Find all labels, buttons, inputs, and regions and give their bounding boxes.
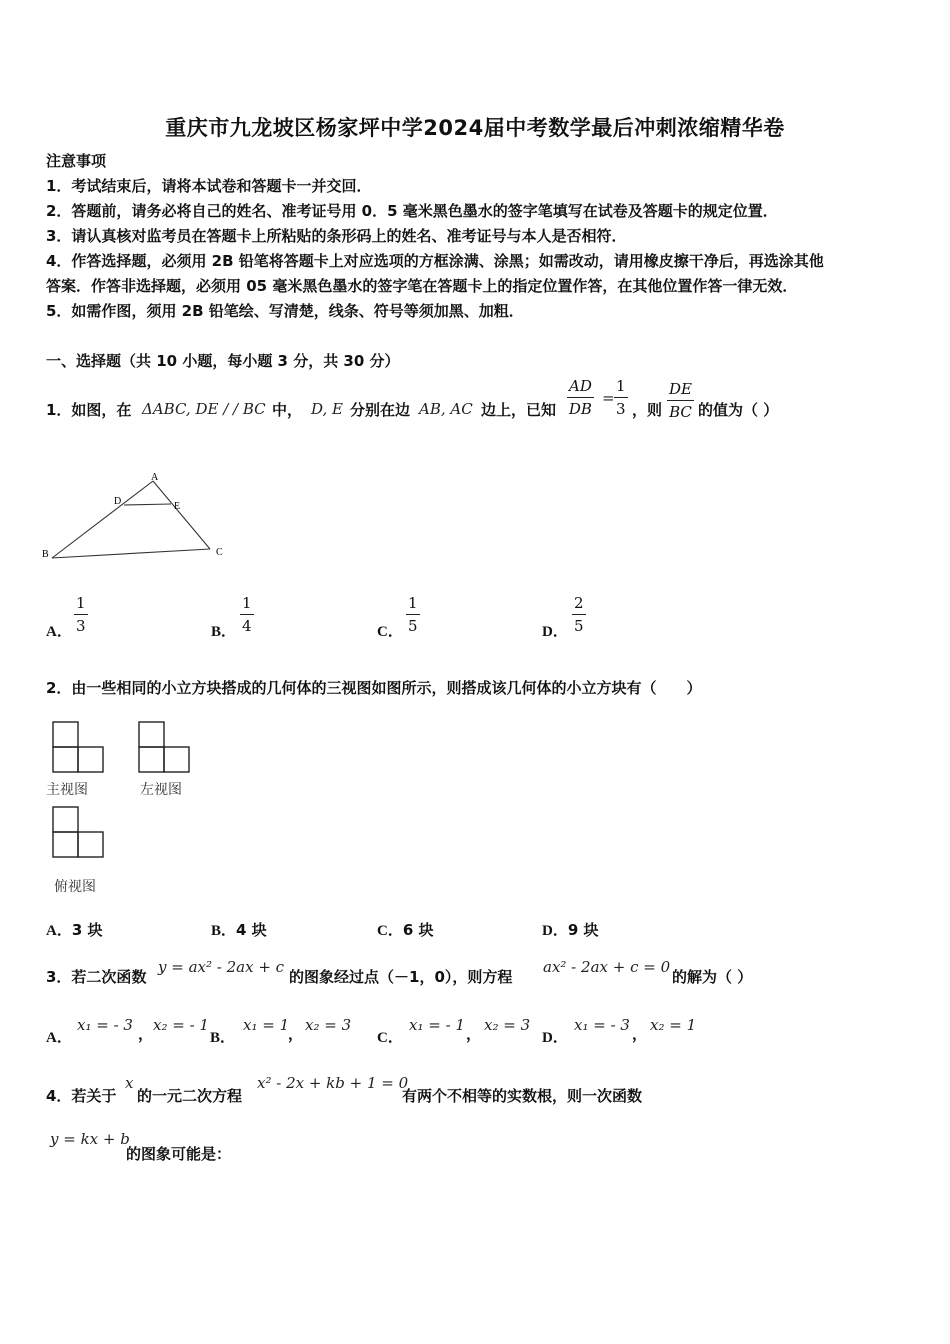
q1-mid4: ，则 xyxy=(632,401,663,419)
q4-linear-function: y = kx + b xyxy=(50,1130,130,1148)
q1-option-d-num: 2 xyxy=(572,594,586,615)
q2-option-c xyxy=(377,920,434,941)
label-b: B xyxy=(42,549,49,560)
q2-option-b-letter: B． xyxy=(211,923,237,939)
q1-option-d-den: 5 xyxy=(574,617,584,635)
notice-item-3: 3．请认真核对监考员在答题卡上所粘贴的条形码上的姓名、准考证号与本人是否相符． xyxy=(46,227,627,245)
q2-option-c-letter: C． xyxy=(377,923,403,939)
q4-prefix: 4．若关于 xyxy=(46,1087,117,1105)
q1-option-c-num: 1 xyxy=(406,594,420,615)
segment-de xyxy=(124,504,171,505)
q1-frac-13-num: 1 xyxy=(614,377,628,398)
side-ac xyxy=(153,481,210,549)
q2-top-view xyxy=(50,805,106,861)
q3-equation: ax² - 2ax + c = 0 xyxy=(543,958,671,976)
q1-suffix: 的值为（ ） xyxy=(698,401,779,419)
q1-option-b-num: 1 xyxy=(240,594,254,615)
q2-option-a xyxy=(46,920,103,941)
q1-frac-de-den: BC xyxy=(669,403,692,421)
q1-mid2: 分别在边 xyxy=(350,401,411,419)
q2-left-label: 左视图 xyxy=(140,782,182,798)
q3-option-b-x2: x₂ = 3 xyxy=(305,1016,352,1034)
q4-mid: 的一元二次方程 xyxy=(137,1087,243,1105)
notice-item-2: 2．答题前，请务必将自己的姓名、准考证号用 0．5 毫米黑色墨水的签字笔填写在试卷及答题卡的规定位置． xyxy=(46,202,778,220)
notice-item-1: 1．考试结束后，请将本试卷和答题卡一并交回． xyxy=(46,177,372,195)
q1-option-b-letter: B． xyxy=(211,624,237,640)
q1-frac-13-den: 3 xyxy=(616,400,626,418)
q3-option-c-letter: C． xyxy=(377,1030,403,1046)
q2-option-b xyxy=(211,920,267,941)
q4-equation: x² - 2x + kb + 1 = 0 xyxy=(257,1074,409,1092)
label-d: D xyxy=(114,496,122,507)
q1-frac-1-3 xyxy=(614,377,628,418)
q2-front-label: 主视图 xyxy=(46,782,88,798)
q2-left-view xyxy=(136,720,192,776)
q3-option-a-x1: x₁ = - 3 xyxy=(77,1016,133,1034)
q2-option-a-letter: A． xyxy=(46,923,72,939)
notice-heading: 注意事项 xyxy=(46,152,107,170)
q1-option-c-frac xyxy=(406,594,420,635)
q2-front-view xyxy=(50,720,106,776)
q3-function: y = ax² - 2ax + c xyxy=(158,958,285,976)
side-ab xyxy=(52,481,153,558)
q2-option-d-text: 9 块 xyxy=(567,921,599,939)
notice-item-4: 4．作答选择题，必须用 2B 铅笔将答题卡上对应选项的方框涂满、涂黑；如需改动，请用橡皮擦干净后，再选涂其他 xyxy=(46,252,824,270)
q1-option-d-letter: D． xyxy=(542,624,568,640)
q1-math-triangle: ΔABC, DE / / BC xyxy=(142,400,266,418)
q1-option-a-den: 3 xyxy=(76,617,86,635)
q3-suffix: 的解为（ ） xyxy=(672,968,753,986)
q3-option-d-x1: x₁ = - 3 xyxy=(574,1016,630,1034)
label-e: E xyxy=(174,501,181,512)
q1-option-c-letter: C． xyxy=(377,624,403,640)
q3-option-a-letter: A． xyxy=(46,1030,72,1046)
notice-item-4-cont: 答案．作答非选择题，必须用 05 毫米黑色墨水的签字笔在答题卡上的指定位置作答，在其他位置作答一律无效． xyxy=(46,277,798,295)
q2-top-label: 俯视图 xyxy=(54,879,96,895)
q4-tail: 的图象可能是： xyxy=(126,1145,232,1163)
q3-option-a-x2: x₂ = - 1 xyxy=(153,1016,209,1034)
q1-math-sides: AB, AC xyxy=(419,400,473,418)
q1-mid1: 中， xyxy=(272,401,303,419)
q1-option-a-frac xyxy=(74,594,88,635)
q3-option-d-sep: ， xyxy=(632,1025,648,1043)
q1-option-c-den: 5 xyxy=(408,617,418,635)
q1-equals: = xyxy=(602,389,615,407)
q3-option-a-sep: ， xyxy=(138,1025,154,1043)
notice-item-5: 5．如需作图，须用 2B 铅笔绘、写清楚，线条、符号等须加黑、加粗． xyxy=(46,302,524,320)
q3-option-b-letter: B． xyxy=(210,1030,236,1046)
page-title: 重庆市九龙坡区杨家坪中学2024届中考数学最后冲刺浓缩精华卷 xyxy=(165,116,785,140)
q1-option-a-letter: A． xyxy=(46,624,72,640)
q1-frac-ad-den: DB xyxy=(568,400,592,418)
q1-option-a-num: 1 xyxy=(74,594,88,615)
label-c: C xyxy=(216,547,223,558)
q3-prefix: 3．若二次函数 xyxy=(46,968,147,986)
q2-option-d xyxy=(542,920,599,941)
q3-option-b-sep: ， xyxy=(288,1025,304,1043)
q1-frac-ad-num: AD xyxy=(567,377,594,398)
label-a: A xyxy=(151,472,159,483)
q2-option-d-letter: D． xyxy=(542,923,568,939)
q1-mid3: 边上，已知 xyxy=(481,401,557,419)
q1-prefix: 1．如图，在 xyxy=(46,401,132,419)
q1-math-de: D, E xyxy=(311,400,343,418)
q2-text: 2．由一些相同的小立方块搭成的几何体的三视图如图所示，则搭成该几何体的小立方块有（ ） xyxy=(46,679,702,697)
section-heading: 一、选择题（共 10 小题，每小题 3 分，共 30 分） xyxy=(46,352,400,370)
q1-triangle-figure xyxy=(38,468,238,568)
q4-suffix: 有两个不相等的实数根，则一次函数 xyxy=(402,1087,643,1105)
q1-option-d-frac xyxy=(572,594,586,635)
q3-option-d-letter: D． xyxy=(542,1030,568,1046)
q3-option-c-sep: ， xyxy=(466,1025,482,1043)
q3-option-c-x1: x₁ = - 1 xyxy=(409,1016,465,1034)
q3-option-b-x1: x₁ = 1 xyxy=(243,1016,290,1034)
q1-frac-de-num: DE xyxy=(667,380,694,401)
q2-option-c-text: 6 块 xyxy=(402,921,434,939)
q1-frac-ad-db xyxy=(567,377,594,418)
q2-option-b-text: 4 块 xyxy=(236,921,267,939)
q3-option-c-x2: x₂ = 3 xyxy=(484,1016,531,1034)
q2-option-a-text: 3 块 xyxy=(71,921,103,939)
q1-option-b-den: 4 xyxy=(242,617,252,635)
q1-frac-de-bc xyxy=(667,380,694,421)
q4-var-x: x xyxy=(125,1074,134,1092)
q3-option-d-x2: x₂ = 1 xyxy=(650,1016,697,1034)
side-bc xyxy=(52,549,210,558)
q3-mid: 的图象经过点（－1，0），则方程 xyxy=(289,968,513,986)
q1-option-b-frac xyxy=(240,594,254,635)
